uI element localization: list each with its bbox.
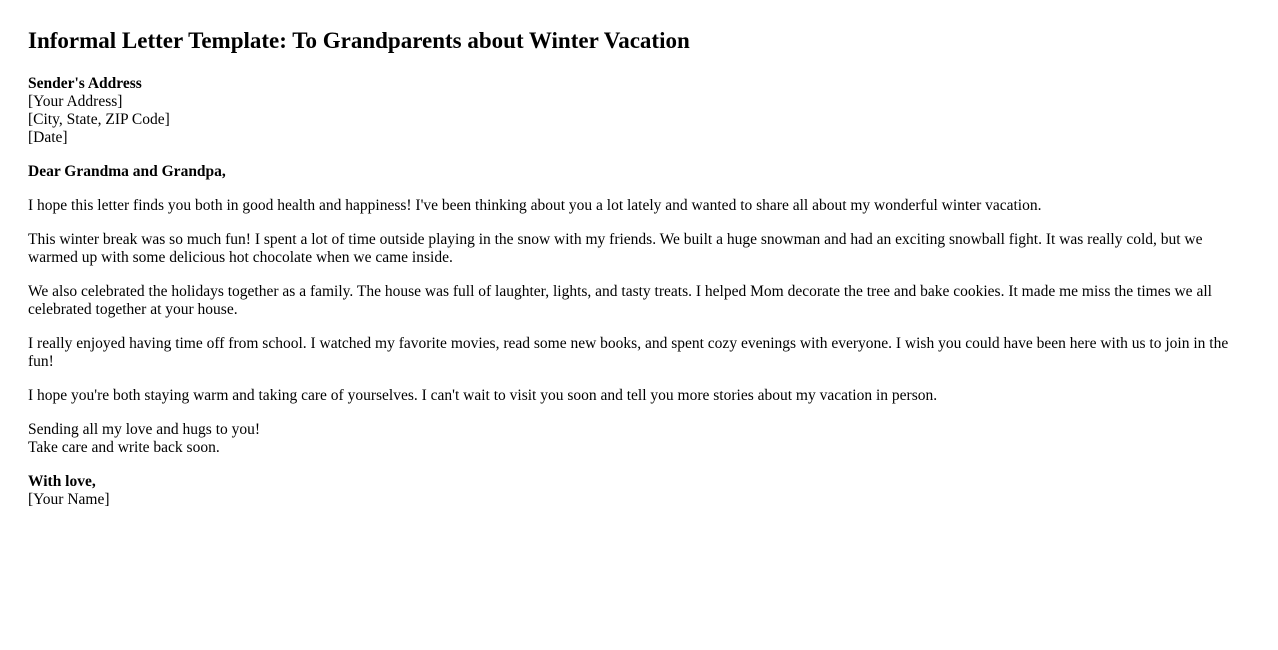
closing-love-line: Sending all my love and hugs to you! [28, 421, 261, 438]
page-title: Informal Letter Template: To Grandparents about Winter Vacation [28, 28, 690, 53]
sender-address-heading: Sender's Address [28, 75, 142, 92]
sender-address-line: [Your Address] [28, 93, 123, 110]
paragraph-intro: I hope this letter finds you both in good health and happiness! I've been thinking about you a lot lately and wanted to share all about my wonderful winter vacation. [28, 197, 1042, 214]
paragraph-hope: I hope you're both staying warm and taking care of yourselves. I can't wait to visit you soon and tell you more stories about my vacation in person. [28, 387, 938, 404]
letter-date: [Date] [28, 129, 68, 146]
salutation: Dear Grandma and Grandpa, [28, 163, 226, 180]
paragraph-holidays: We also celebrated the holidays together as a family. The house was full of laughter, lights, and tasty treats. I helped Mom decorate the tree and bake cookies. It made me miss the times we all celebrated together at your house. [28, 283, 1212, 318]
closing-write-back-line: Take care and write back soon. [28, 439, 220, 456]
sender-city-state-zip: [City, State, ZIP Code] [28, 111, 170, 128]
paragraph-winter-break: This winter break was so much fun! I spent a lot of time outside playing in the snow with my friends. We built a huge snowman and had an exciting snowball fight. It was really cold, but we warmed up with some delicious hot chocolate when we came inside. [28, 231, 1203, 266]
signature-block [28, 473, 1250, 509]
closing-lines [28, 421, 1250, 457]
signoff: With love, [28, 473, 96, 490]
paragraph-time-off: I really enjoyed having time off from school. I watched my favorite movies, read some new books, and spent cozy evenings with everyone. I wish you could have been here with us to join in the fun! [28, 335, 1229, 370]
signature-name: [Your Name] [28, 491, 110, 508]
sender-address-block [28, 75, 1250, 147]
